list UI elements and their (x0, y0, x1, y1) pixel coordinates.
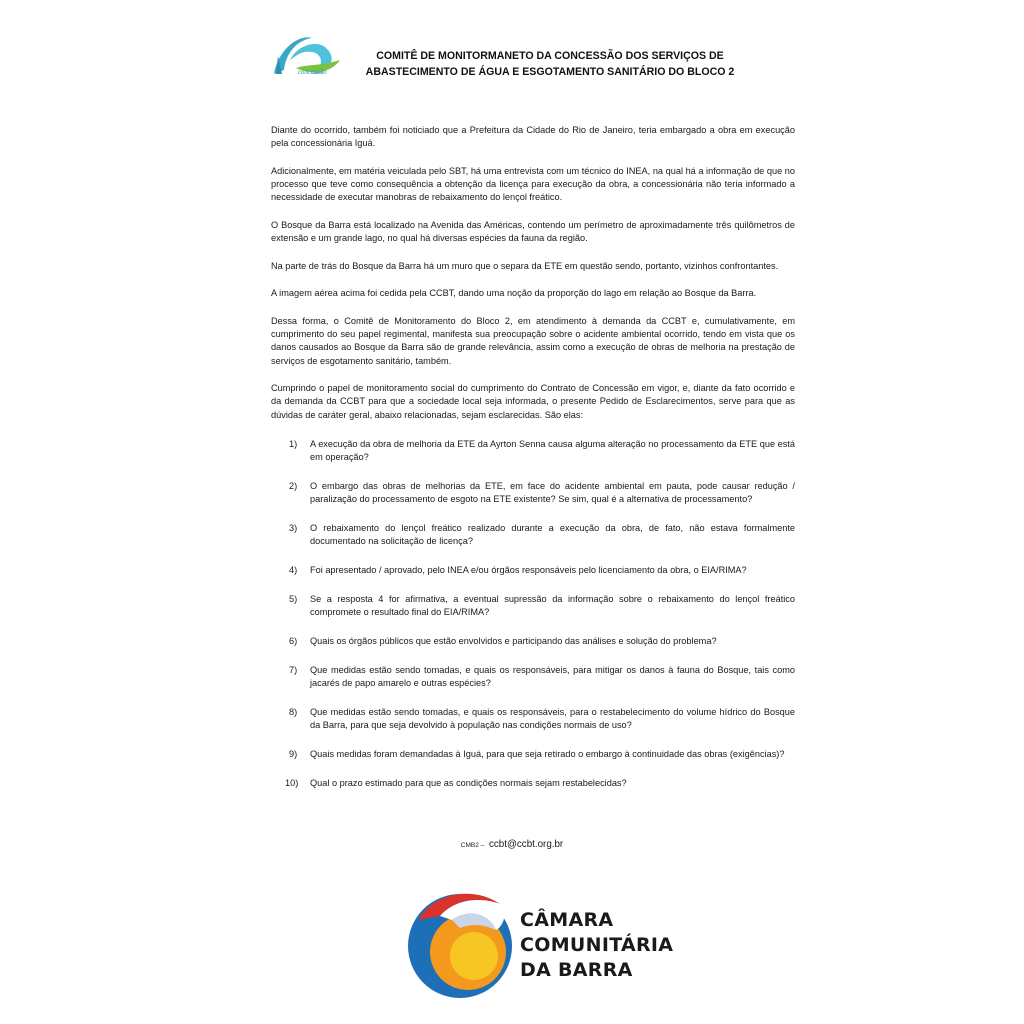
question-item (271, 564, 795, 577)
question-text: Quais os órgãos públicos que estão envolvidos e participando das análises e solução do problema? (310, 636, 717, 647)
camara-comunitaria-logo (404, 886, 674, 1002)
question-item (271, 438, 795, 465)
document-header-title (360, 48, 740, 80)
question-text: O rebaixamento do lençol freático realizado durante a execução da obra, de fato, não estava formalmente documentado na solicitação de licença? (310, 523, 795, 547)
signature-email[interactable]: ccbt@ccbt.org.br (489, 839, 564, 850)
header-title-line-1: COMITÊ DE MONITORMANETO DA CONCESSÃO DOS SERVIÇOS DE (376, 50, 724, 62)
question-item (271, 748, 795, 761)
question-number: 3) (289, 523, 298, 534)
paragraph: O Bosque da Barra está localizado na Avenida das Américas, contendo um perímetro de aproximadamente três quilômetros de extensão e um grande lago, no qual há diversas espécies da fauna da região. (271, 219, 795, 244)
paragraph: Adicionalmente, em matéria veiculada pelo SBT, há uma entrevista com um técnico do INEA, na qual há a informação de que no processo que teve como consequência a obtenção da licença para execução da obra, a concessionária não teria informado a necessidade de executar manobras de rebaixamento do lençol freático. (271, 165, 795, 203)
camara-brand-text (520, 908, 673, 983)
question-text: A execução da obra de melhoria da ETE da Ayrton Senna causa alguma alteração no processamento da ETE que está em operação? (310, 438, 795, 463)
question-item (271, 593, 795, 620)
camara-emblem-icon (404, 886, 520, 1002)
brand-line-1: CÂMARA (520, 909, 614, 931)
paragraph: A imagem aérea acima foi cedida pela CCBT, dando uma noção da proporção do lago em relação ao Bosque da Barra. (271, 288, 757, 299)
concession-logo (268, 30, 348, 84)
question-item (271, 664, 795, 691)
question-number: 5) (289, 593, 298, 604)
question-text: Foi apresentado / aprovado, pelo INEA e/ou órgãos responsáveis pelo licenciamento da obra, o EIA/RIMA? (310, 565, 747, 576)
question-item (271, 777, 795, 790)
question-number: 7) (289, 664, 298, 675)
questions-list (271, 438, 795, 790)
question-item (271, 522, 795, 549)
question-number: 2) (289, 480, 298, 491)
question-number: 1) (289, 438, 298, 449)
brand-line-2: COMUNITÁRIA (520, 934, 674, 956)
question-item (271, 706, 795, 733)
paragraph: Dessa forma, o Comitê de Monitoramento do Bloco 2, em atendimento à demanda da CCBT e, cumulativamente, em cumprimento do seu papel regimental, manifesta sua preocupação sobre o acidente ambiental ocorrido, tendo em vista que os danos causados ao Bosque da Barra são de grande relevância, assim como a execução de obras de melhoria na prestação de serviços de esgotamento sanitário, também. (271, 315, 795, 366)
question-number: 10) (285, 777, 299, 788)
concession-logo-text: concessão (298, 70, 327, 76)
document-body (271, 124, 795, 790)
signature-prefix: CMB2 – (460, 842, 485, 849)
question-text: Que medidas estão sendo tomadas, e quais os responsáveis, para mitigar os danos à fauna do Bosque, tais como jacarés de papo amarelo e outras espécies? (310, 664, 795, 689)
brand-line-3: DA BARRA (520, 959, 633, 981)
question-number: 8) (289, 706, 298, 717)
question-text: O embargo das obras de melhorias da ETE, em face do acidente ambiental em pauta, pode causar redução / paralização do processamento de esgoto na ETE existente? Se sim, qual é a alternativa de processamento? (310, 480, 795, 505)
question-number: 9) (289, 749, 298, 760)
paragraph: Na parte de trás do Bosque da Barra há um muro que o separa da ETE em questão sendo, portanto, vizinhos confrontantes. (271, 260, 779, 271)
paragraph: Cumprindo o papel de monitoramento social do cumprimento do Contrato de Concessão em vigor, e, diante da fato ocorrido e da demanda da CCBT para que a sociedade local seja informada, o presente Pedido de Esclarecimentos, serve para que as dúvidas de caráter geral, abaixo relacionadas, sejam esclarecidas. São elas: (271, 382, 795, 420)
question-number: 4) (289, 565, 298, 576)
question-text: Que medidas estão sendo tomadas, e quais os responsáveis, para o restabelecimento do volume hídrico do Bosque da Barra, para que seja devolvido à população nas condições normais de uso? (310, 706, 795, 731)
header-title-line-2: ABASTECIMENTO DE ÁGUA E ESGOTAMENTO SANITÁRIO DO BLOCO 2 (365, 66, 735, 78)
question-item (271, 635, 795, 648)
question-item (271, 480, 795, 507)
question-text: Quais medidas foram demandadas à Iguá, para que seja retirado o embargo à continuidade das obras (exigências)? (310, 749, 785, 760)
signature-line (0, 839, 1024, 850)
question-number: 6) (289, 636, 298, 647)
question-text: Qual o prazo estimado para que as condições normais sejam restabelecidas? (310, 777, 627, 788)
question-text: Se a resposta 4 for afirmativa, a eventual supressão da informação sobre o rebaixamento do lençol freático compromete o resultado final do EIA/RIMA? (310, 593, 795, 618)
paragraph: Diante do ocorrido, também foi noticiado que a Prefeitura da Cidade do Rio de Janeiro, teria embargado a obra em execução pela concessionária Iguá. (271, 125, 795, 149)
